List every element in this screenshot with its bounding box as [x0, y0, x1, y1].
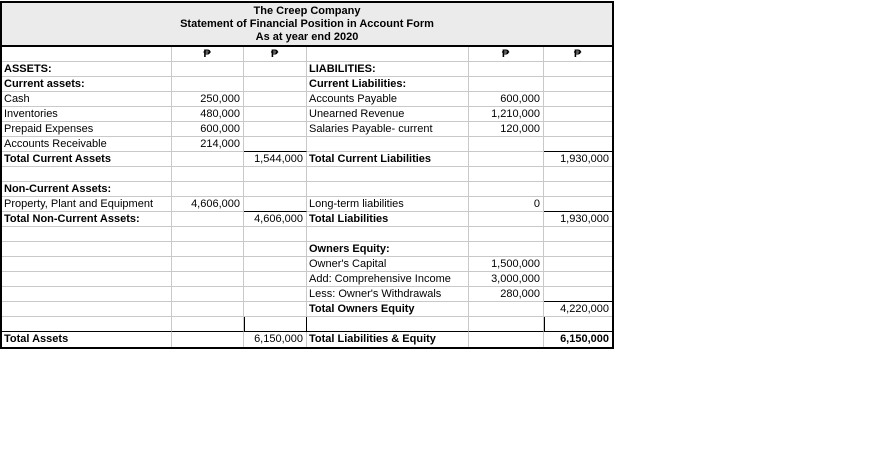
table-cell: 4,606,000 [244, 212, 307, 227]
table-cell [307, 182, 469, 197]
table-cell [469, 302, 544, 317]
table-cell [244, 62, 307, 77]
company-name: The Creep Company [253, 4, 361, 17]
table-cell: Accounts Payable [307, 92, 469, 107]
table-cell: Property, Plant and Equipment [2, 197, 172, 212]
table-cell: 120,000 [469, 122, 544, 137]
table-cell: 480,000 [172, 107, 244, 122]
table-cell: 1,500,000 [469, 257, 544, 272]
currency-symbol-cell: ₱ [544, 47, 612, 62]
table-cell: Add: Comprehensive Income [307, 272, 469, 287]
table-cell: Non-Current Assets: [2, 182, 172, 197]
empty-cell [2, 47, 172, 62]
table-cell: Long-term liabilities [307, 197, 469, 212]
table-cell [544, 242, 612, 257]
table-cell [544, 182, 612, 197]
table-cell: 1,930,000 [544, 152, 612, 167]
table-cell: Total Current Assets [2, 152, 172, 167]
table-cell [544, 257, 612, 272]
table-cell: 3,000,000 [469, 272, 544, 287]
table-cell [544, 92, 612, 107]
table-row [2, 92, 612, 107]
table-cell [172, 257, 244, 272]
table-cell [244, 77, 307, 92]
table-cell: Salaries Payable- current [307, 122, 469, 137]
table-row [2, 107, 612, 122]
table-cell [172, 227, 244, 242]
table-cell: Owner's Capital [307, 257, 469, 272]
table-cell: 250,000 [172, 92, 244, 107]
table-cell [469, 152, 544, 167]
table-cell: LIABILITIES: [307, 62, 469, 77]
table-cell: 1,210,000 [469, 107, 544, 122]
table-row [2, 212, 612, 227]
table-cell: Cash [2, 92, 172, 107]
table-cell [2, 272, 172, 287]
table-cell [469, 77, 544, 92]
table-cell [244, 317, 307, 332]
table-cell [172, 167, 244, 182]
table-row [2, 287, 612, 302]
table-cell [469, 242, 544, 257]
table-row [2, 182, 612, 197]
table-cell [172, 62, 244, 77]
table-cell [172, 317, 244, 332]
table-cell [2, 317, 172, 332]
table-cell [544, 62, 612, 77]
table-cell [2, 167, 172, 182]
table-cell [244, 287, 307, 302]
table-cell [172, 302, 244, 317]
table-cell [544, 227, 612, 242]
table-cell [2, 227, 172, 242]
table-row [2, 257, 612, 272]
table-cell: 214,000 [172, 137, 244, 152]
table-cell [172, 77, 244, 92]
table-cell: Current assets: [2, 77, 172, 92]
financial-statement-table [0, 1, 614, 349]
table-cell [469, 137, 544, 152]
table-cell [307, 167, 469, 182]
empty-cell [307, 47, 469, 62]
table-cell: Total Assets [2, 332, 172, 347]
table-cell [544, 77, 612, 92]
table-cell [244, 302, 307, 317]
table-cell [307, 317, 469, 332]
table-cell [544, 107, 612, 122]
table-cell: 6,150,000 [560, 333, 609, 345]
table-cell: Total Liabilities [307, 212, 469, 227]
table-cell [544, 137, 612, 152]
table-cell: 1,544,000 [244, 152, 307, 167]
table-cell [244, 272, 307, 287]
table-row [2, 62, 612, 77]
table-cell [469, 182, 544, 197]
table-row [2, 167, 612, 182]
table-cell [2, 302, 172, 317]
table-cell: Accounts Receivable [2, 137, 172, 152]
table-cell: 4,220,000 [544, 302, 612, 317]
table-cell: Total Non-Current Assets: [2, 212, 172, 227]
table-row [2, 242, 612, 257]
table-cell [544, 167, 612, 182]
statement-grid [2, 62, 612, 347]
table-cell [2, 257, 172, 272]
table-cell [244, 197, 307, 212]
table-cell: Owners Equity: [307, 242, 469, 257]
table-cell [544, 317, 612, 332]
table-cell: Total Current Liabilities [307, 152, 469, 167]
table-cell [544, 197, 612, 212]
table-cell [244, 137, 307, 152]
table-cell [2, 287, 172, 302]
table-cell [469, 212, 544, 227]
table-row [2, 122, 612, 137]
table-cell [244, 107, 307, 122]
table-cell [544, 272, 612, 287]
table-cell [469, 317, 544, 332]
table-cell [172, 332, 244, 347]
table-cell: Prepaid Expenses [2, 122, 172, 137]
table-cell: Current Liabilities: [307, 77, 469, 92]
table-cell [172, 272, 244, 287]
table-cell [244, 122, 307, 137]
table-cell: 280,000 [469, 287, 544, 302]
table-cell: 6,150,000 [244, 332, 307, 347]
table-cell [544, 287, 612, 302]
table-cell [172, 212, 244, 227]
table-cell [172, 152, 244, 167]
table-row [2, 332, 612, 347]
table-row [2, 317, 612, 332]
table-cell: 4,606,000 [172, 197, 244, 212]
table-cell [469, 332, 544, 347]
table-cell [244, 92, 307, 107]
table-cell: Less: Owner's Withdrawals [307, 287, 469, 302]
table-cell [469, 62, 544, 77]
currency-symbol-cell: ₱ [172, 47, 244, 62]
table-row [2, 137, 612, 152]
table-row [2, 272, 612, 287]
currency-header-row [2, 47, 612, 62]
table-cell [307, 137, 469, 152]
table-row [2, 77, 612, 92]
currency-symbol-cell: ₱ [469, 47, 544, 62]
table-cell [2, 242, 172, 257]
table-cell [307, 227, 469, 242]
table-cell [544, 122, 612, 137]
table-cell [244, 227, 307, 242]
statement-header [2, 3, 612, 47]
statement-title: Statement of Financial Position in Account Form [180, 17, 434, 30]
table-row [2, 302, 612, 317]
table-cell [244, 167, 307, 182]
table-cell: Total Liabilities & Equity [307, 332, 469, 347]
table-cell: Inventories [2, 107, 172, 122]
table-row [2, 197, 612, 212]
table-cell [244, 242, 307, 257]
table-cell: 0 [469, 197, 544, 212]
table-cell: ASSETS: [2, 62, 172, 77]
table-cell: Total Owners Equity [307, 302, 469, 317]
table-cell [172, 182, 244, 197]
table-row [2, 152, 612, 167]
table-cell [172, 242, 244, 257]
table-cell: 600,000 [172, 122, 244, 137]
table-cell [244, 182, 307, 197]
statement-period: As at year end 2020 [255, 30, 359, 43]
table-cell [244, 257, 307, 272]
currency-symbol-cell: ₱ [244, 47, 307, 62]
table-cell [469, 167, 544, 182]
table-cell [172, 287, 244, 302]
table-cell [469, 227, 544, 242]
table-cell: Unearned Revenue [307, 107, 469, 122]
table-cell: 1,930,000 [544, 212, 612, 227]
table-row [2, 227, 612, 242]
table-cell: 600,000 [469, 92, 544, 107]
